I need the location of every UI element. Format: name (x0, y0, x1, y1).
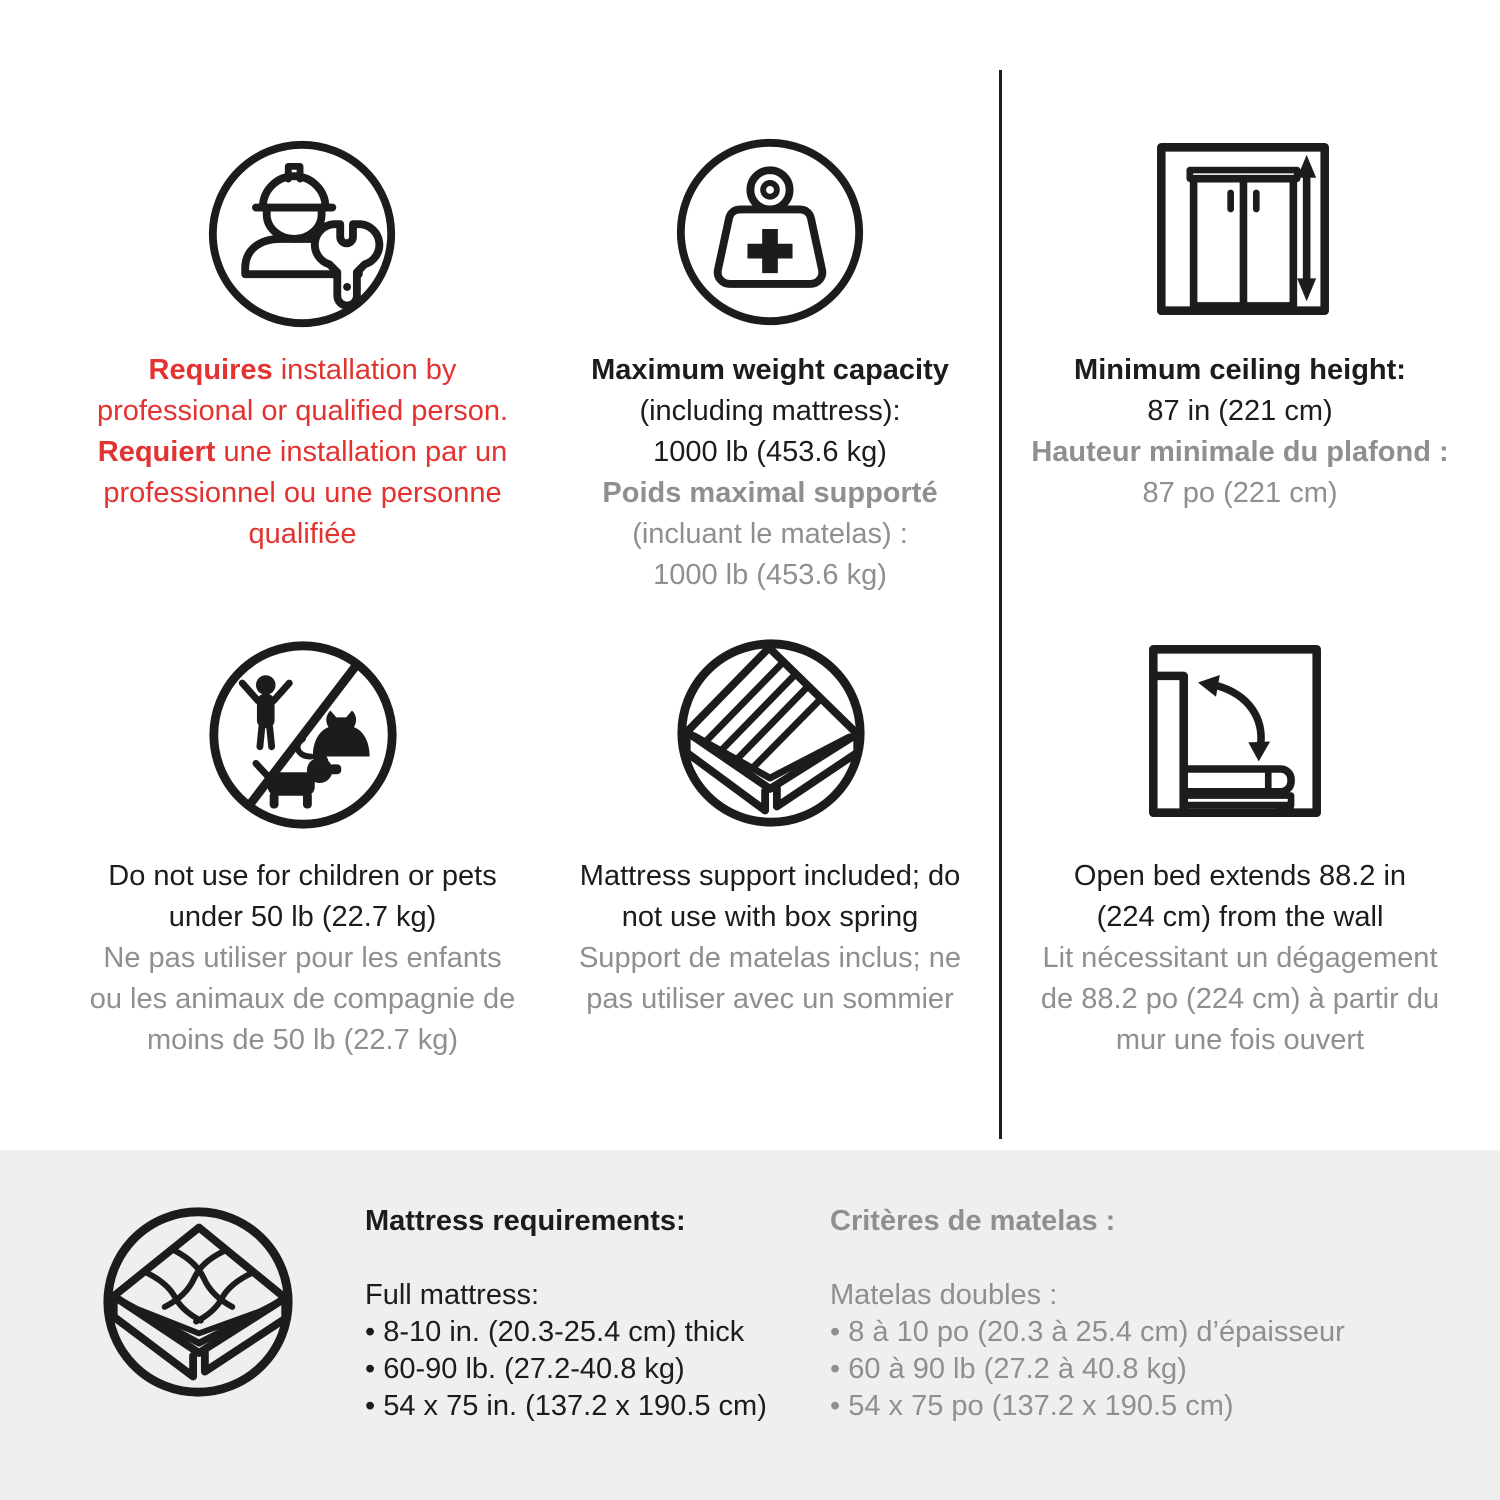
mattress-support-note (545, 856, 995, 1020)
mattress-support-icon (673, 635, 869, 831)
ceiling-height-icon (1148, 134, 1338, 324)
list-item: • 60 à 90 lb (27.2 à 40.8 kg) (830, 1351, 1345, 1388)
mattress-req-subtitle-en: Full mattress: (365, 1279, 540, 1311)
children-line-fr-3: moins de 50 lb (22.7 kg) (146, 1024, 459, 1056)
no-children-pets-icon (205, 637, 401, 833)
vertical-divider (999, 70, 1002, 1139)
mattress-req-list-en (365, 1314, 767, 1425)
support-line-en-1: Mattress support included; do (579, 860, 961, 892)
installation-line-en-1: Requires installation by (148, 354, 457, 386)
mattress-requirements-section (0, 1150, 1500, 1500)
children-line-en-1: Do not use for children or pets (108, 860, 497, 892)
mattress-requirements-fr (830, 1202, 1345, 1425)
list-item: • 60-90 lb. (27.2-40.8 kg) (365, 1351, 767, 1388)
ceiling-line-fr-2: 87 po (221 cm) (1142, 477, 1338, 509)
installation-line-fr-3: qualifiée (248, 518, 357, 550)
children-line-en-2: under 50 lb (22.7 kg) (168, 901, 437, 933)
installer-icon (204, 136, 400, 332)
mattress-icon (100, 1204, 296, 1400)
mattress-req-list-fr (830, 1314, 1345, 1425)
installation-note (80, 350, 525, 555)
weight-line-fr-3: 1000 lb (453.6 kg) (653, 559, 887, 591)
openbed-line-fr-1: Lit nécessitant un dégagement (1042, 942, 1438, 974)
list-item: • 8 à 10 po (20.3 à 25.4 cm) d’épaisseur (830, 1314, 1345, 1351)
ceiling-title-fr: Hauteur minimale du plafond : (1031, 436, 1449, 468)
weight-line-en-2: (including mattress): (639, 395, 901, 427)
weight-line-fr-2: (incluant le matelas) : (632, 518, 908, 550)
support-line-fr-1: Support de matelas inclus; ne (578, 942, 962, 974)
children-line-fr-2: ou les animaux de compagnie de (89, 983, 516, 1015)
open-bed-note (1015, 856, 1465, 1061)
mattress-req-subtitle-fr: Matelas doubles : (830, 1279, 1058, 1311)
ceiling-height-note (1015, 350, 1465, 514)
open-bed-icon (1140, 636, 1330, 826)
openbed-line-en-2: (224 cm) from the wall (1096, 901, 1384, 933)
openbed-line-en-1: Open bed extends 88.2 in (1073, 860, 1407, 892)
installation-line-fr-1: Requiert une installation par un (97, 436, 508, 468)
weight-title-en: Maximum weight capacity (591, 354, 949, 386)
mattress-requirements-en (365, 1202, 767, 1425)
weight-line-en-3: 1000 lb (453.6 kg) (653, 436, 887, 468)
support-line-en-2: not use with box spring (621, 901, 919, 933)
mattress-req-title-fr: Critères de matelas : (830, 1205, 1116, 1237)
openbed-line-fr-2: de 88.2 po (224 cm) à partir du (1040, 983, 1440, 1015)
mattress-req-title-en: Mattress requirements: (365, 1205, 686, 1237)
installation-line-fr-2: professionnel ou une personne (103, 477, 502, 509)
ceiling-line-en-2: 87 in (221 cm) (1147, 395, 1333, 427)
list-item: • 54 x 75 po (137.2 x 190.5 cm) (830, 1388, 1345, 1425)
weight-capacity-icon (672, 134, 868, 330)
list-item: • 54 x 75 in. (137.2 x 190.5 cm) (365, 1388, 767, 1425)
no-children-pets-note (80, 856, 525, 1061)
weight-title-fr: Poids maximal supporté (602, 477, 938, 509)
installation-line-en-2: professional or qualified person. (96, 395, 509, 427)
list-item: • 8-10 in. (20.3-25.4 cm) thick (365, 1314, 767, 1351)
ceiling-title-en: Minimum ceiling height: (1074, 354, 1406, 386)
openbed-line-fr-3: mur une fois ouvert (1115, 1024, 1365, 1056)
weight-capacity-note (545, 350, 995, 596)
support-line-fr-2: pas utiliser avec un sommier (586, 983, 954, 1015)
children-line-fr-1: Ne pas utiliser pour les enfants (103, 942, 502, 974)
